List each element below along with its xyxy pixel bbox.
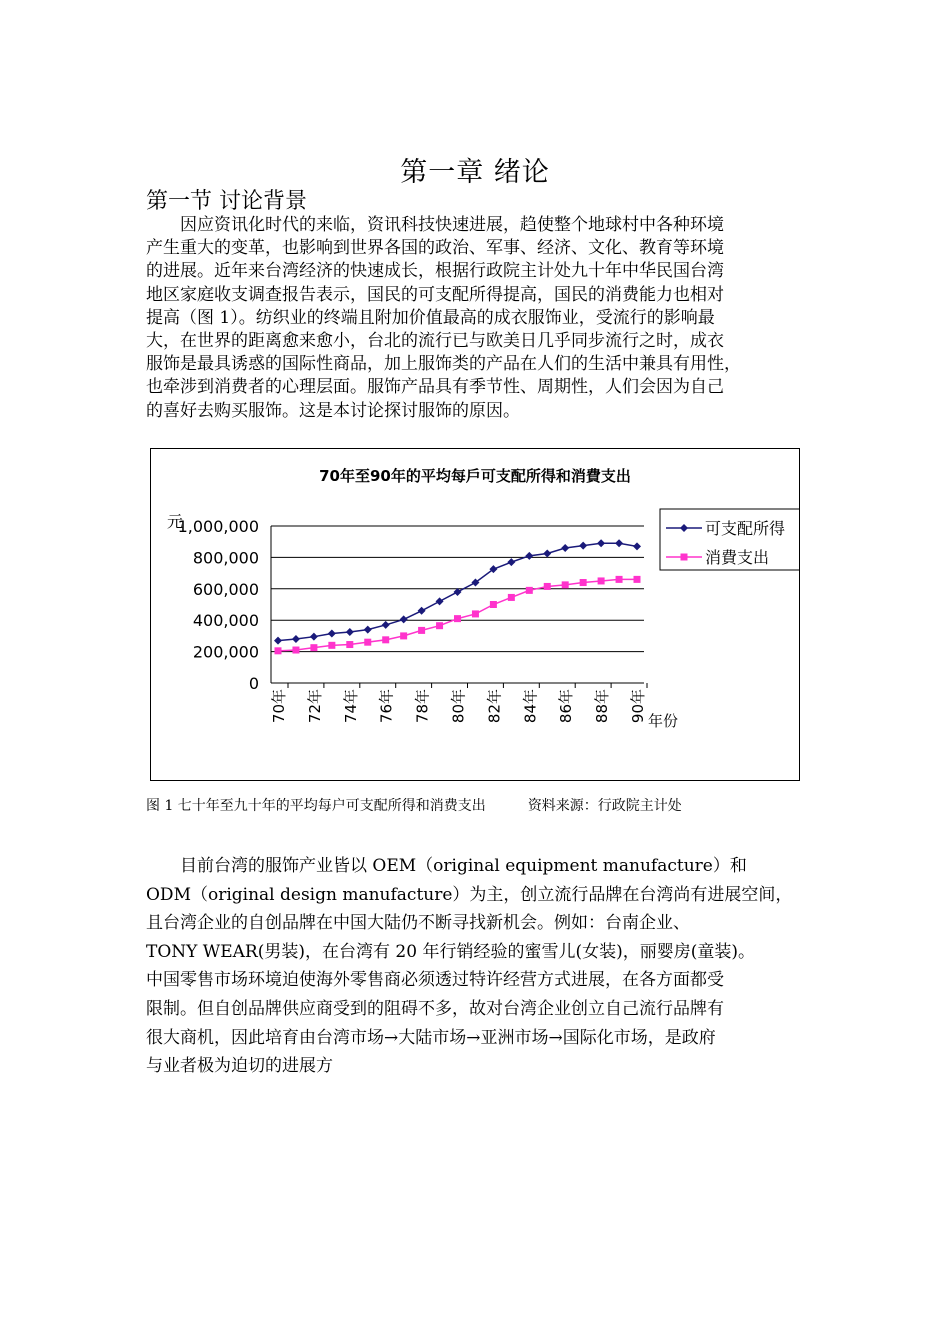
data-point (598, 577, 605, 584)
x-tick-label: 70年 (270, 689, 288, 724)
data-point (328, 630, 336, 638)
y-tick-label: 800,000 (192, 548, 259, 568)
x-tick-label: 84年 (521, 689, 540, 724)
y-tick-label: 1,000,000 (177, 517, 259, 536)
paragraph-line: 因应资讯化时代的来临，资讯科技快速进展，趋使整个地球村中各种环境 (180, 215, 724, 235)
data-point (508, 594, 515, 601)
paragraph-line: 也牵涉到消费者的心理层面。服饰产品具有季节性、周期性，人们会因为自己 (146, 377, 724, 398)
data-point (616, 576, 623, 583)
background-paragraph (146, 214, 806, 423)
chart-title: 70年至90年的平均每戶可支配所得和消費支出 (319, 467, 631, 485)
paragraph-line: 大，在世界的距离愈来愈小，台北的流行已与欧美日几乎同步流行之时，成衣 (146, 331, 724, 352)
data-point (275, 647, 282, 654)
section-title: 第一节 讨论背景 (146, 189, 307, 214)
data-point (400, 632, 407, 639)
data-point (526, 587, 533, 594)
paragraph-line: 中国零售市场环境迫使海外零售商必须透过特许经营方式进展，在各方面都受 (146, 970, 724, 991)
data-point (634, 576, 641, 583)
chart-ylabel: 元 (167, 512, 184, 531)
data-point (292, 647, 299, 654)
paragraph-line: ODM（original design manufacture）为主，创立流行品牌在台湾尚有进展空间， (146, 884, 793, 905)
paragraph-line: TONY WEAR(男装)，在台湾有 20 年行销经验的蜜雪儿(女装)，丽婴房(童装)。 (146, 941, 755, 962)
chart-legend (660, 509, 799, 570)
paragraph-line: 很大商机，因此培育由台湾市场→大陆市场→亚洲市场→国际化市场，是政府 (146, 1027, 716, 1048)
paragraph-line: 产生重大的变革，也影响到世界各国的政治、军事、经济、文化、教育等环境 (146, 238, 724, 259)
data-point (633, 542, 641, 550)
data-point (310, 633, 318, 641)
data-point (418, 607, 426, 615)
data-point (507, 558, 515, 566)
data-point (615, 539, 623, 547)
data-point (382, 621, 390, 629)
y-tick-label: 200,000 (192, 642, 259, 662)
paragraph-line: 的进展。近年来台湾经济的快速成长，根据行政院主计处九十年中华民国台湾 (146, 261, 724, 282)
data-point (274, 637, 282, 645)
data-point (490, 601, 497, 608)
paragraph-line: 地区家庭收支调查报告表示，国民的可支配所得提高，国民的消费能力也相对 (146, 284, 724, 305)
data-point (310, 644, 317, 651)
data-point (525, 552, 533, 560)
legend-marker (681, 554, 688, 561)
data-point (472, 610, 479, 617)
data-point (382, 636, 389, 643)
y-tick-label: 400,000 (192, 611, 259, 631)
x-tick-label: 90年 (629, 689, 647, 724)
data-point (418, 627, 425, 634)
data-point (292, 635, 300, 643)
caption-text: 图 1 七十年至九十年的平均每户可支配所得和消费支出 (146, 798, 486, 814)
data-point (328, 642, 335, 649)
data-point (543, 549, 551, 557)
data-point (597, 539, 605, 547)
paragraph-line: 目前台湾的服饰产业皆以 OEM（original equipment manufacture）和 (180, 856, 747, 876)
data-point (436, 622, 443, 629)
income-expenditure-chart (150, 448, 800, 781)
data-point (579, 542, 587, 550)
x-tick-label: 78年 (413, 689, 432, 724)
chart-svg (151, 449, 799, 780)
x-tick-label: 86年 (557, 689, 576, 724)
y-tick-label: 600,000 (192, 579, 259, 599)
x-tick-label: 72年 (305, 689, 324, 724)
data-point (400, 615, 408, 623)
x-tick-label: 76年 (377, 689, 396, 724)
data-point (364, 639, 371, 646)
data-point (454, 615, 461, 622)
x-tick-label: 88年 (593, 689, 612, 724)
chart-xlabel: 年份 (648, 712, 679, 730)
paragraph-line: 限制。但自创品牌供应商受到的阻碍不多，故对台湾企业创立自己流行品牌有 (146, 998, 724, 1019)
data-point (580, 579, 587, 586)
paragraph-line: 与业者极为迫切的进展方 (146, 1056, 333, 1077)
chapter-title: 第一章 绪论 (400, 157, 550, 188)
data-point (436, 597, 444, 605)
data-point (346, 641, 353, 648)
figure-caption (146, 795, 682, 815)
paragraph-line: 的喜好去购买服饰。这是本讨论探讨服饰的原因。 (146, 400, 520, 421)
x-tick-label: 80年 (449, 689, 468, 724)
legend-label: 可支配所得 (705, 519, 786, 538)
data-point (562, 581, 569, 588)
paragraph-line: 提高（图 1）。纺织业的终端且附加价值最高的成衣服饰业，受流行的影响最 (146, 307, 715, 328)
data-point (544, 583, 551, 590)
chart-series (274, 539, 641, 654)
paragraph-line: 且台湾企业的自创品牌在中国大陆仍不断寻找新机会。例如：台南企业、 (146, 913, 690, 934)
paragraph-line: 服饰是最具诱惑的国际性商品，加上服饰类的产品在人们的生活中兼具有用性， (146, 354, 741, 375)
x-tick-label: 82年 (485, 689, 504, 724)
caption-source: 资料来源：行政院主计处 (527, 798, 682, 814)
x-tick-label: 74年 (341, 689, 360, 724)
y-tick-label: 0 (248, 674, 259, 693)
legend-label: 消費支出 (705, 548, 770, 567)
data-point (561, 544, 569, 552)
data-point (346, 628, 354, 636)
data-point (364, 626, 372, 634)
industry-paragraph (146, 852, 806, 1081)
